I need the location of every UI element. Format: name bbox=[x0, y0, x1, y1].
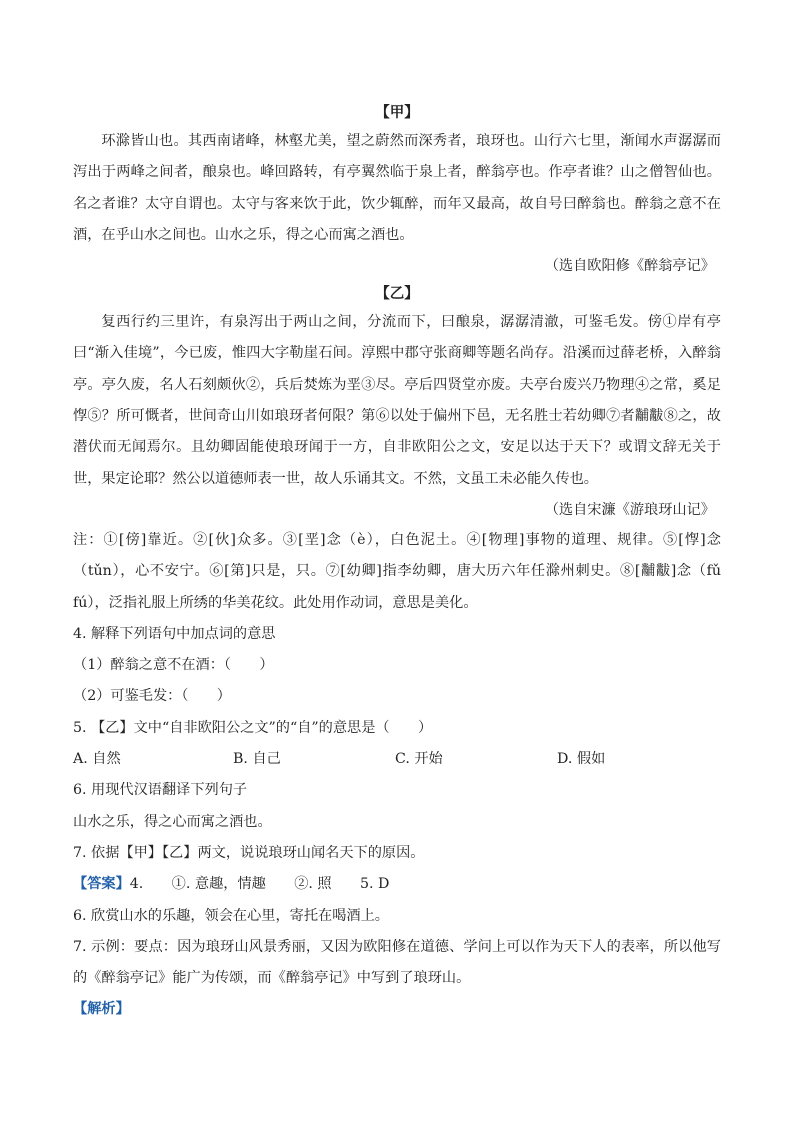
answer-line-2: 6. 欣赏山水的乐趣，领会在心里，寄托在喝酒上。 bbox=[73, 907, 389, 924]
passage-yi: 复西行约三里许，有泉泻出于两山之间，分流而下，曰酿泉，潺潺清澈，可鉴毛发。傍①岸有亭曰“渐入佳境”，今已废，惟四大字勒崖石间。淳熙中郡守张商卿等题名尚存。沿溪而过薛老桥，入醉翁亭。亭久废，名人石刻颇伙②，兵后焚炼为垩③尽。亭后四贤堂亦废。夫亭台废兴乃物理④之常，奚足惸⑤？所可慨者，世间奇山川如琅玡者何限？第⑥以处于偏州下邑，无名胜士若幼卿⑦者黼黻⑧之，故潜伏而无闻焉尔。且幼卿固能使琅玡闻于一方，自非欧阳公之文，安足以达于天下？或谓文辞无关于世，果定论耶？然公以道德师表一世，故人乐诵其文。不然，文虽工未必能久传也。 bbox=[73, 314, 721, 487]
question-5-stem: 5. 【乙】文中“自非欧阳公之文”的“自”的意思是（ ） bbox=[73, 719, 433, 736]
source-yi: （选自宋濂《游琅玡山记》 bbox=[544, 501, 715, 518]
analysis-tag: 【解析】 bbox=[73, 1001, 130, 1018]
answer-tag: 【答案】 bbox=[73, 876, 130, 893]
question-7-stem: 7. 依据【甲】【乙】两文，说说琅玡山闻名天下的原因。 bbox=[73, 844, 425, 861]
question-6-stem: 6. 用现代汉语翻译下列句子 bbox=[73, 782, 248, 799]
question-4-stem: 4. 解释下列语句中加点词的意思 bbox=[73, 625, 276, 642]
question-4-item-2: （2）可鉴毛发：（ ） bbox=[73, 688, 231, 705]
answer-text-1: 4. ①. 意趣，情趣 ②. 照 5. D bbox=[129, 876, 390, 893]
question-5-options bbox=[73, 744, 721, 775]
option-d: D. 假如 bbox=[557, 751, 606, 768]
analysis-line bbox=[73, 994, 721, 1025]
section-heading-yi: 【乙】 bbox=[375, 285, 419, 303]
answer-line-3: 7. 示例：要点：因为琅玡山风景秀丽，又因为欧阳修在道德、学问上可以作为天下人的表率，所以他写的《醉翁亭记》能广为传颂，而《醉翁亭记》中写到了琅玡山。 bbox=[73, 938, 721, 987]
section-heading-jia: 【甲】 bbox=[375, 104, 419, 121]
question-6-sentence: 山水之乐，得之心而寓之酒也。 bbox=[73, 813, 272, 830]
question-4-item-1: （1）醉翁之意不在酒：（ ） bbox=[73, 657, 274, 674]
option-a: A. 自然 bbox=[73, 751, 121, 768]
option-c: C. 开始 bbox=[395, 751, 443, 768]
option-b: B. 自己 bbox=[233, 751, 281, 768]
source-jia: （选自欧阳修《醉翁亭记》 bbox=[544, 258, 715, 275]
answer-line-1 bbox=[73, 869, 721, 900]
document-body bbox=[73, 100, 721, 1026]
annotations: 注：①[傍]靠近。②[伙]众多。③[垩]念（è），白色泥土。④[物理]事物的道理、规律。⑤[惸]念（tǔn），心不安宁。⑥[第]只是，只。⑦[幼卿]指李幼卿，唐大历六年任滁州刺史。⑧[黼黻]念（fǔ fú），泛指礼服上所绣的华美花纹。此处用作动词，意思是美化。 bbox=[73, 531, 721, 611]
passage-jia: 环滁皆山也。其西南诸峰，林壑尤美，望之蔚然而深秀者，琅玡也。山行六七里，渐闻水声潺潺而泻出于两峰之间者，酿泉也。峰回路转，有亭翼然临于泉上者，醉翁亭也。作亭者谁？山之僧智仙也。名之者谁？太守自谓也。太守与客来饮于此，饮少辄醉，而年又最高，故自号曰醉翁也。醉翁之意不在酒，在乎山水之间也。山水之乐，得之心而寓之酒也。 bbox=[73, 133, 721, 243]
